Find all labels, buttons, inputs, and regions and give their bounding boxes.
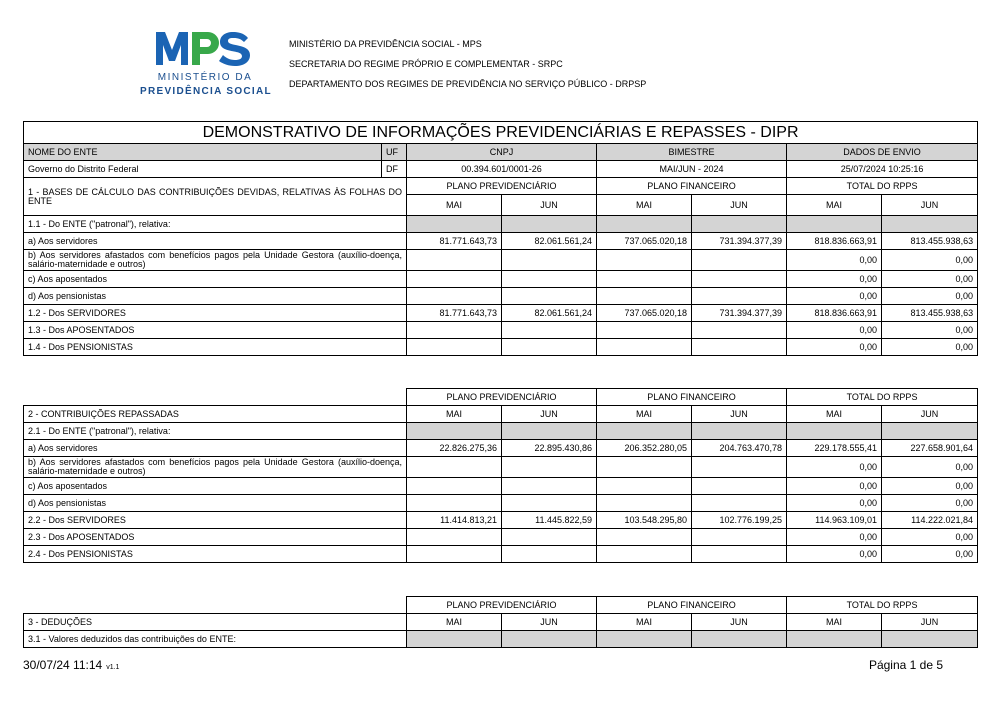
dipr-table-section3 — [23, 596, 978, 648]
col-mai: MAI — [597, 195, 692, 216]
value-cell — [692, 457, 787, 478]
value-cell — [692, 216, 787, 233]
row-label: 3.1 - Valores deduzidos das contribuições do ENTE: — [24, 631, 407, 648]
table-row — [24, 233, 978, 250]
value-cell — [502, 250, 597, 271]
value-cell: 731.394.377,39 — [692, 233, 787, 250]
value-cell: 0,00 — [882, 529, 978, 546]
col-plano-prev: PLANO PREVIDENCIÁRIO — [407, 178, 597, 195]
value-cell — [407, 495, 502, 512]
value-cell: 0,00 — [882, 478, 978, 495]
value-cell — [597, 546, 692, 563]
value-cell — [502, 271, 597, 288]
value-cell — [502, 216, 597, 233]
value-cell: 114.963.109,01 — [787, 512, 882, 529]
col-plano-prev: PLANO PREVIDENCIÁRIO — [407, 597, 597, 614]
uf-value: DF — [382, 161, 407, 178]
table-row — [24, 322, 978, 339]
table-row — [24, 423, 978, 440]
row-label: 1.4 - Dos PENSIONISTAS — [24, 339, 407, 356]
value-cell: 818.836.663,91 — [787, 233, 882, 250]
value-cell — [597, 288, 692, 305]
value-cell — [692, 288, 787, 305]
value-cell — [502, 631, 597, 648]
value-cell — [502, 546, 597, 563]
table-row — [24, 546, 978, 563]
value-cell: 81.771.643,73 — [407, 305, 502, 322]
value-cell — [407, 339, 502, 356]
secretariat-line: SECRETARIA DO REGIME PRÓPRIO E COMPLEMENTAR - SRPC — [289, 59, 563, 69]
document-title: DEMONSTRATIVO DE INFORMAÇÕES PREVIDENCIÁRIAS E REPASSES - DIPR — [24, 122, 978, 144]
value-cell: 0,00 — [882, 546, 978, 563]
value-cell — [597, 339, 692, 356]
col-jun: JUN — [692, 406, 787, 423]
value-cell: 813.455.938,63 — [882, 305, 978, 322]
value-cell: 731.394.377,39 — [692, 305, 787, 322]
value-cell — [597, 322, 692, 339]
col-jun: JUN — [502, 406, 597, 423]
org-header — [289, 40, 646, 100]
value-cell — [597, 271, 692, 288]
table-row — [24, 478, 978, 495]
value-cell — [502, 322, 597, 339]
section2-rows — [24, 423, 978, 563]
header-cnpj: CNPJ — [407, 144, 597, 161]
value-cell: 22.895.430,86 — [502, 440, 597, 457]
dados-envio-value: 25/07/2024 10:25:16 — [787, 161, 978, 178]
cnpj-value: 00.394.601/0001-26 — [407, 161, 597, 178]
value-cell — [502, 529, 597, 546]
col-jun: JUN — [502, 614, 597, 631]
logo-subtitle-line1: MINISTÉRIO DA — [157, 72, 253, 83]
logo-subtitle-line2: PREVIDÊNCIA SOCIAL — [140, 86, 272, 97]
value-cell — [882, 423, 978, 440]
value-cell: 0,00 — [882, 457, 978, 478]
value-cell: 81.771.643,73 — [407, 233, 502, 250]
header-uf: UF — [382, 144, 407, 161]
col-mai: MAI — [597, 406, 692, 423]
bimestre-value: MAI/JUN - 2024 — [597, 161, 787, 178]
value-cell: 0,00 — [787, 288, 882, 305]
value-cell — [407, 216, 502, 233]
value-cell — [597, 457, 692, 478]
value-cell — [407, 631, 502, 648]
table-row — [24, 512, 978, 529]
table-row — [24, 457, 978, 478]
col-plano-fin: PLANO FINANCEIRO — [597, 178, 787, 195]
col-plano-fin: PLANO FINANCEIRO — [597, 389, 787, 406]
col-mai: MAI — [787, 614, 882, 631]
value-cell — [407, 322, 502, 339]
value-cell: 103.548.295,80 — [597, 512, 692, 529]
value-cell — [407, 546, 502, 563]
value-cell — [692, 546, 787, 563]
row-label: d) Aos pensionistas — [24, 495, 407, 512]
col-jun: JUN — [502, 195, 597, 216]
value-cell: 737.065.020,18 — [597, 305, 692, 322]
col-total: TOTAL DO RPPS — [787, 178, 978, 195]
print-datetime — [23, 658, 119, 672]
value-cell — [502, 288, 597, 305]
col-mai: MAI — [597, 614, 692, 631]
col-mai: MAI — [787, 195, 882, 216]
value-cell — [597, 216, 692, 233]
col-jun: JUN — [882, 195, 978, 216]
col-plano-prev: PLANO PREVIDENCIÁRIO — [407, 389, 597, 406]
value-cell — [692, 478, 787, 495]
value-cell: 0,00 — [787, 546, 882, 563]
table-row — [24, 495, 978, 512]
value-cell — [407, 529, 502, 546]
table-row — [24, 216, 978, 233]
row-label: d) Aos pensionistas — [24, 288, 407, 305]
blank-corner — [24, 389, 407, 406]
value-cell — [692, 250, 787, 271]
row-label: a) Aos servidores — [24, 440, 407, 457]
value-cell — [502, 339, 597, 356]
value-cell — [787, 631, 882, 648]
section2-title: 2 - CONTRIBUIÇÕES REPASSADAS — [24, 406, 407, 423]
value-cell — [502, 478, 597, 495]
table-row — [24, 271, 978, 288]
col-total: TOTAL DO RPPS — [787, 597, 978, 614]
value-cell: 82.061.561,24 — [502, 305, 597, 322]
value-cell: 204.763.470,78 — [692, 440, 787, 457]
value-cell: 0,00 — [787, 478, 882, 495]
value-cell: 11.414.813,21 — [407, 512, 502, 529]
value-cell — [502, 495, 597, 512]
col-jun: JUN — [692, 195, 787, 216]
value-cell — [597, 478, 692, 495]
value-cell: 0,00 — [787, 271, 882, 288]
col-jun: JUN — [882, 406, 978, 423]
table-row — [24, 305, 978, 322]
row-label: 2.2 - Dos SERVIDORES — [24, 512, 407, 529]
section3-rows — [24, 631, 978, 648]
value-cell — [407, 457, 502, 478]
row-label: b) Aos servidores afastados com benefícios pagos pela Unidade Gestora (auxílio-doença, salário-maternidade e outros) — [24, 457, 407, 478]
row-label: 2.4 - Dos PENSIONISTAS — [24, 546, 407, 563]
value-cell — [882, 631, 978, 648]
value-cell: 114.222.021,84 — [882, 512, 978, 529]
print-datetime-value: 30/07/24 11:14 — [23, 658, 103, 672]
table-row — [24, 440, 978, 457]
value-cell: 0,00 — [882, 322, 978, 339]
value-cell — [502, 457, 597, 478]
value-cell: 0,00 — [882, 495, 978, 512]
value-cell — [882, 216, 978, 233]
value-cell: 229.178.555,41 — [787, 440, 882, 457]
value-cell — [407, 478, 502, 495]
value-cell: 82.061.561,24 — [502, 233, 597, 250]
row-label: c) Aos aposentados — [24, 478, 407, 495]
table-row — [24, 288, 978, 305]
row-label: b) Aos servidores afastados com benefícios pagos pela Unidade Gestora (auxílio-doença, salário-maternidade e outros) — [24, 250, 407, 271]
nome-ente-value: Governo do Distrito Federal — [24, 161, 382, 178]
mps-logo — [140, 30, 270, 102]
value-cell — [407, 271, 502, 288]
value-cell — [692, 529, 787, 546]
value-cell — [407, 250, 502, 271]
value-cell: 0,00 — [787, 322, 882, 339]
row-label: 2.3 - Dos APOSENTADOS — [24, 529, 407, 546]
value-cell — [597, 423, 692, 440]
value-cell — [597, 631, 692, 648]
value-cell: 0,00 — [787, 457, 882, 478]
value-cell — [692, 631, 787, 648]
value-cell — [597, 495, 692, 512]
blank-corner — [24, 597, 407, 614]
value-cell: 0,00 — [882, 339, 978, 356]
value-cell — [692, 495, 787, 512]
col-mai: MAI — [407, 195, 502, 216]
table-row — [24, 250, 978, 271]
value-cell: 0,00 — [787, 529, 882, 546]
row-label: 1.1 - Do ENTE ("patronal"), relativa: — [24, 216, 407, 233]
header-bimestre: BIMESTRE — [597, 144, 787, 161]
row-label: c) Aos aposentados — [24, 271, 407, 288]
value-cell: 813.455.938,63 — [882, 233, 978, 250]
value-cell: 818.836.663,91 — [787, 305, 882, 322]
value-cell: 0,00 — [882, 271, 978, 288]
value-cell: 102.776.199,25 — [692, 512, 787, 529]
value-cell — [407, 288, 502, 305]
header-dados-envio: DADOS DE ENVIO — [787, 144, 978, 161]
section1-title: 1 - BASES DE CÁLCULO DAS CONTRIBUIÇÕES DEVIDAS, RELATIVAS ÀS FOLHAS DO ENTE — [24, 178, 407, 216]
table-row — [24, 631, 978, 648]
col-jun: JUN — [692, 614, 787, 631]
value-cell — [502, 423, 597, 440]
value-cell — [787, 423, 882, 440]
value-cell — [597, 529, 692, 546]
col-plano-fin: PLANO FINANCEIRO — [597, 597, 787, 614]
col-mai: MAI — [787, 406, 882, 423]
col-total: TOTAL DO RPPS — [787, 389, 978, 406]
dipr-table-section1 — [23, 121, 978, 356]
value-cell: 0,00 — [787, 250, 882, 271]
value-cell: 0,00 — [882, 288, 978, 305]
value-cell: 206.352.280,05 — [597, 440, 692, 457]
row-label: 2.1 - Do ENTE ("patronal"), relativa: — [24, 423, 407, 440]
section3-title: 3 - DEDUÇÕES — [24, 614, 407, 631]
value-cell: 11.445.822,59 — [502, 512, 597, 529]
value-cell — [407, 423, 502, 440]
mps-logo-mark — [154, 30, 254, 66]
table-row — [24, 339, 978, 356]
value-cell — [597, 250, 692, 271]
row-label: 1.2 - Dos SERVIDORES — [24, 305, 407, 322]
value-cell — [787, 216, 882, 233]
value-cell: 0,00 — [787, 339, 882, 356]
version-label: v1.1 — [106, 664, 120, 671]
col-mai: MAI — [407, 406, 502, 423]
value-cell — [692, 271, 787, 288]
section1-rows — [24, 216, 978, 356]
col-mai: MAI — [407, 614, 502, 631]
value-cell: 227.658.901,64 — [882, 440, 978, 457]
value-cell: 22.826.275,36 — [407, 440, 502, 457]
dipr-table-section2 — [23, 388, 978, 563]
row-label: 1.3 - Dos APOSENTADOS — [24, 322, 407, 339]
value-cell: 737.065.020,18 — [597, 233, 692, 250]
col-jun: JUN — [882, 614, 978, 631]
value-cell — [692, 423, 787, 440]
value-cell — [692, 322, 787, 339]
ministry-line: MINISTÉRIO DA PREVIDÊNCIA SOCIAL - MPS — [289, 39, 482, 49]
value-cell — [692, 339, 787, 356]
table-row — [24, 529, 978, 546]
header-nome-ente: NOME DO ENTE — [24, 144, 382, 161]
value-cell: 0,00 — [787, 495, 882, 512]
page-number: Página 1 de 5 — [868, 658, 943, 672]
row-label: a) Aos servidores — [24, 233, 407, 250]
department-line: DEPARTAMENTO DOS REGIMES DE PREVIDÊNCIA NO SERVIÇO PÚBLICO - DRPSP — [289, 79, 647, 89]
value-cell: 0,00 — [882, 250, 978, 271]
